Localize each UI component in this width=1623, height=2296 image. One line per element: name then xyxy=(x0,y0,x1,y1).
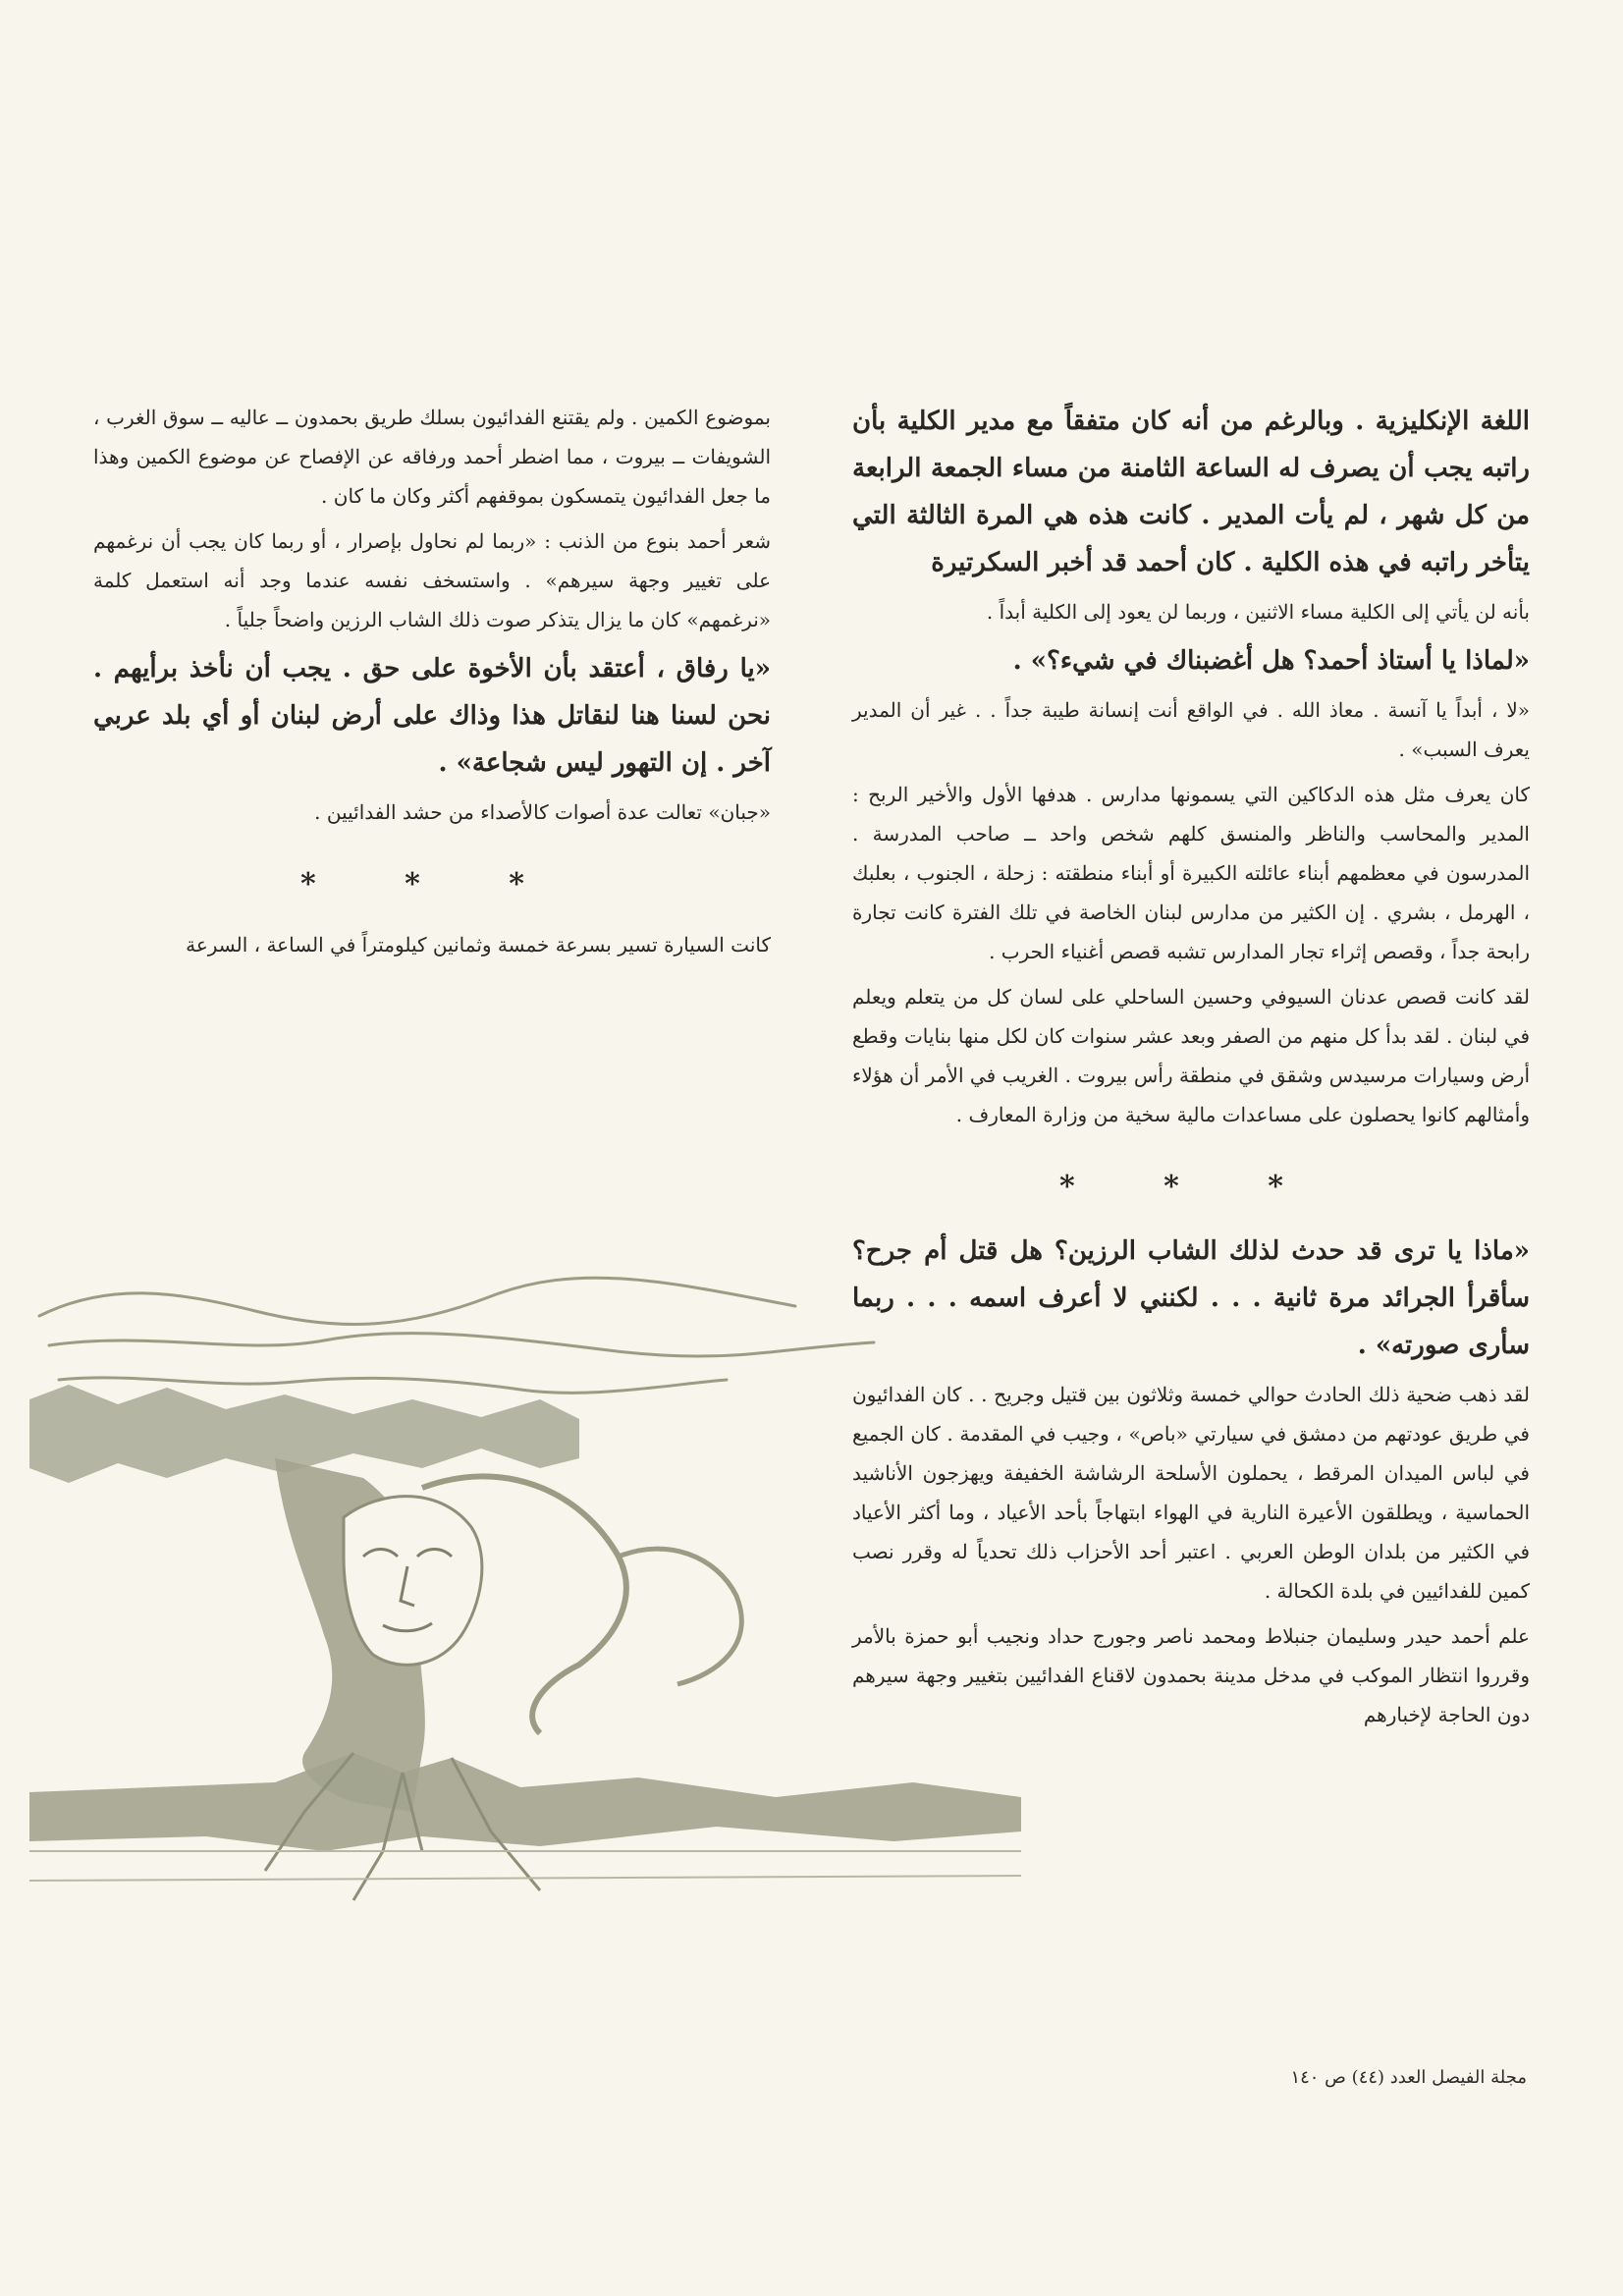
paragraph: «ماذا يا ترى قد حدث لذلك الشاب الرزين؟ هل قتل أم جرح؟ سأقرأ الجرائد مرة ثانية . . . لكنني لا أعرف اسمه . . . ربما سأرى صورته» . xyxy=(852,1236,1530,1360)
paragraph: كان يعرف مثل هذه الدكاكين التي يسمونها مدارس . هدفها الأول والأخير الربح : المدير والمحاسب والناظر والمنسق كلهم شخص واحد ــ صاحب المدرسة . المدرسون في معظمهم أبناء عائلته الكبيرة أو أبناء منطقته : زحلة ، الجنوب ، بعلبك ، الهرمل ، بشري . إن الكثير من مدارس لبنان الخاصة في تلك الفترة كانت تجارة رابحة جداً ، وقصص إثراء تجار المدارس تشبه قصص أغنياء الحرب . xyxy=(852,783,1530,963)
paragraph: «لا ، أبداً يا آنسة . معاذ الله . في الواقع أنت إنسانة طيبة جداً . . غير أن المدير يعرف السبب» . xyxy=(852,698,1530,761)
section-separator: * * * xyxy=(1059,1170,1323,1204)
paragraph: لقد كانت قصص عدنان السيوفي وحسين الساحلي على لسان كل من يتعلم ويعلم في لبنان . لقد بدأ كل منهم من الصفر وبعد عشر سنوات كان لكل منها بنايات وقطع أرض وسيارات مرسيدس وشقق في منطقة رأس بيروت . الغريب في الأمر أن هؤلاء وأمثالهم كانوا يحصلون على مساعدات مالية سخية من وزارة المعارف . xyxy=(852,985,1530,1126)
paragraph: «لماذا يا أستاذ أحمد؟ هل أغضبناك في شيء؟» . xyxy=(1012,646,1530,676)
paragraph: اللغة الإنكليزية . وبالرغم من أنه كان متفقاً مع مدير الكلية بأن راتبه يجب أن يصرف له الساعة الثامنة من مساء الجمعة الرابعة من كل شهر ، لم يأت المدير . كانت هذه هي المرة الثالثة التي يتأخر راتبه في هذه الكلية . كان أحمد قد أخبر السكرتيرة xyxy=(852,407,1530,577)
left-text-column xyxy=(93,398,771,970)
paragraph: «يا رفاق ، أعتقد بأن الأخوة على حق . يجب أن نأخذ برأيهم . نحن لسنا هنا لنقاتل هذا وذاك على أرض لبنان أو أي بلد عربي آخر . إن التهور ليس شجاعة» . xyxy=(93,654,771,778)
woman-face-volcano-illustration xyxy=(29,1262,1021,1910)
paragraph: شعر أحمد بنوع من الذنب : «ربما لم نحاول بإصرار ، أو ربما كان يجب أن نرغمهم على تغيير وجهة سيرهم» . واستسخف نفسه عندما وجد أنه استعمل كلمة «نرغمهم» كان ما يزال يتذكر صوت ذلك الشاب الرزين واضحاً جلياً . xyxy=(93,529,771,631)
paragraph: بأنه لن يأتي إلى الكلية مساء الاثنين ، وربما لن يعود إلى الكلية أبداً . xyxy=(986,600,1530,624)
paragraph: علم أحمد حيدر وسليمان جنبلاط ومحمد ناصر وجورج حداد ونجيب أبو حمزة بالأمر وقرروا انتظار الموكب في مدخل مدينة بحمدون لاقناع الفدائيين بتغيير وجهة سيرهم دون الحاجة لإخبارهم xyxy=(852,1624,1530,1726)
paragraph: كانت السيارة تسير بسرعة خمسة وثمانين كيلومتراً في الساعة ، السرعة xyxy=(186,933,771,957)
paragraph: «جبان» تعالت عدة أصوات كالأصداء من حشد الفدائيين . xyxy=(314,800,771,824)
paragraph: بموضوع الكمين . ولم يقتنع الفدائيون بسلك طريق بحمدون ــ عاليه ــ سوق الغرب ، الشويفات ــ بيروت ، مما اضطر أحمد ورفاقه عن الإفصاح عن موضوع الكمين وهذا ما جعل الفدائيون يتمسكون بموقفهم أكثر وكان ما كان . xyxy=(93,406,771,508)
section-separator: * * * xyxy=(300,867,564,902)
paragraph: لقد ذهب ضحية ذلك الحادث حوالي خمسة وثلاثون بين قتيل وجريح . . كان الفدائيون في طريق عودتهم من دمشق في سيارتي «باص» ، وجيب في المقدمة . كان الجميع في لباس الميدان المرقط ، يحملون الأسلحة الرشاشة الخفيفة ويهزجون الأناشيد الحماسية ، ويطلقون الأعيرة النارية في الهواء ابتهاجاً بأحد الأعياد ، وما أكثر الأعياد في الكثير من بلدان الوطن العربي . اعتبر أحد الأحزاب ذلك تحدياً له وقرر نصب كمين للفدائيين في بلدة الكحالة . xyxy=(852,1383,1530,1603)
page-footer: مجلة الفيصل العدد (٤٤) ص ١٤٠ xyxy=(1290,2067,1527,2088)
